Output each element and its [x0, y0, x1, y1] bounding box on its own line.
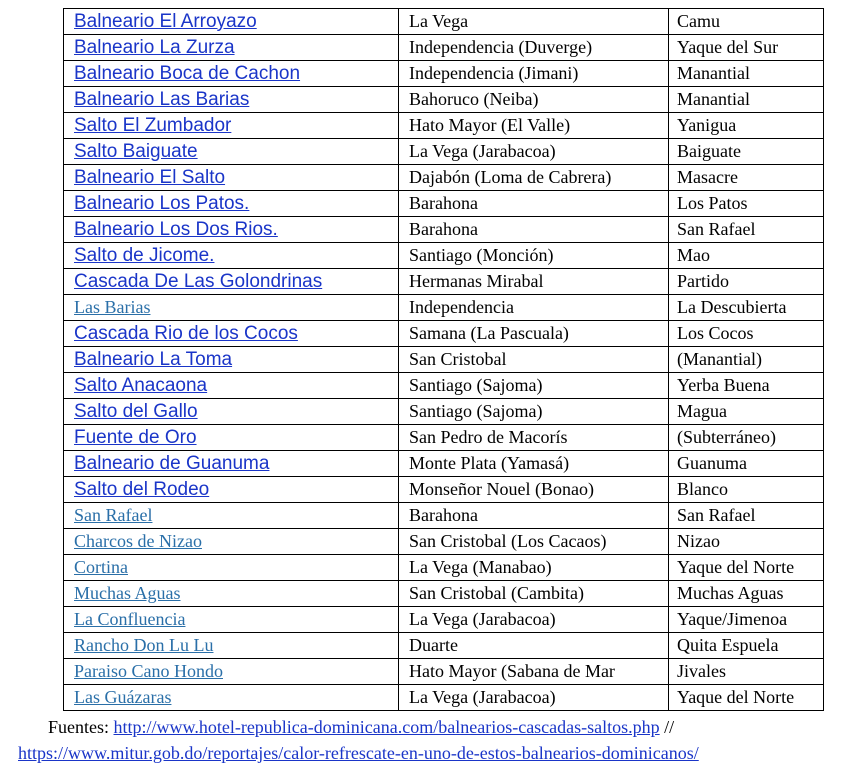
sources-line-2 — [18, 740, 848, 766]
river-cell: Manantial — [669, 61, 824, 87]
balnearios-table — [63, 8, 824, 711]
river-cell: Jivales — [669, 659, 824, 685]
source-link-mitur[interactable]: https://www.mitur.gob.do/reportajes/calor-refrescate-en-uno-de-estos-balnearios-dominicanos/ — [18, 743, 699, 763]
table-row — [64, 503, 824, 529]
table-row — [64, 581, 824, 607]
province-cell: La Vega (Manabao) — [399, 555, 669, 581]
site-name-cell — [64, 451, 399, 477]
table-row — [64, 61, 824, 87]
site-name-link[interactable]: Charcos de Nizao — [74, 531, 202, 551]
province-cell: Independencia (Duverge) — [399, 35, 669, 61]
table-row — [64, 269, 824, 295]
site-name-link[interactable]: Salto Anacaona — [74, 374, 208, 396]
site-name-link[interactable]: Paraiso Cano Hondo — [74, 661, 223, 681]
table-row — [64, 87, 824, 113]
site-name-link[interactable]: Balneario de Guanuma — [74, 452, 270, 474]
river-cell: Manantial — [669, 87, 824, 113]
table-row — [64, 685, 824, 711]
table-row — [64, 451, 824, 477]
site-name-cell — [64, 165, 399, 191]
table-row — [64, 399, 824, 425]
site-name-cell — [64, 321, 399, 347]
province-cell: Duarte — [399, 633, 669, 659]
province-cell: San Cristobal — [399, 347, 669, 373]
site-name-link[interactable]: Balneario Los Patos. — [74, 192, 250, 214]
sources-note — [18, 714, 848, 766]
site-name-link[interactable]: Balneario Boca de Cachon — [74, 62, 301, 84]
site-name-link[interactable]: Fuente de Oro — [74, 426, 197, 448]
site-name-cell — [64, 685, 399, 711]
province-cell: Dajabón (Loma de Cabrera) — [399, 165, 669, 191]
table-row — [64, 555, 824, 581]
river-cell: (Subterráneo) — [669, 425, 824, 451]
river-cell: San Rafael — [669, 217, 824, 243]
site-name-link[interactable]: Balneario Las Barias — [74, 88, 250, 110]
site-name-link[interactable]: Salto de Jicome. — [74, 244, 215, 266]
river-cell: Los Patos — [669, 191, 824, 217]
table-row — [64, 165, 824, 191]
site-name-cell — [64, 373, 399, 399]
site-name-cell — [64, 607, 399, 633]
site-name-link[interactable]: Cascada De Las Golondrinas — [74, 270, 323, 292]
table-row — [64, 9, 824, 35]
site-name-cell — [64, 347, 399, 373]
river-cell: Yanigua — [669, 113, 824, 139]
site-name-link[interactable]: Rancho Don Lu Lu — [74, 635, 214, 655]
river-cell: Nizao — [669, 529, 824, 555]
river-cell: La Descubierta — [669, 295, 824, 321]
table-row — [64, 477, 824, 503]
table-row — [64, 113, 824, 139]
province-cell: La Vega (Jarabacoa) — [399, 139, 669, 165]
site-name-cell — [64, 113, 399, 139]
site-name-link[interactable]: Las Barias — [74, 297, 151, 317]
site-name-cell — [64, 217, 399, 243]
province-cell: Barahona — [399, 217, 669, 243]
province-cell: Hermanas Mirabal — [399, 269, 669, 295]
province-cell: Bahoruco (Neiba) — [399, 87, 669, 113]
table-row — [64, 191, 824, 217]
province-cell: La Vega (Jarabacoa) — [399, 607, 669, 633]
site-name-link[interactable]: Balneario El Salto — [74, 166, 226, 188]
river-cell: Blanco — [669, 477, 824, 503]
sources-line-1 — [18, 714, 848, 740]
river-cell: Mao — [669, 243, 824, 269]
site-name-link[interactable]: Balneario La Zurza — [74, 36, 235, 58]
province-cell: San Pedro de Macorís — [399, 425, 669, 451]
sources-label: Fuentes: — [48, 717, 114, 737]
site-name-cell — [64, 633, 399, 659]
table-row — [64, 321, 824, 347]
site-name-link[interactable]: La Confluencia — [74, 609, 186, 629]
province-cell: Monte Plata (Yamasá) — [399, 451, 669, 477]
river-cell: Yaque/Jimenoa — [669, 607, 824, 633]
site-name-cell — [64, 269, 399, 295]
river-cell: Los Cocos — [669, 321, 824, 347]
river-cell: Camu — [669, 9, 824, 35]
table-row — [64, 373, 824, 399]
site-name-link[interactable]: Salto del Gallo — [74, 400, 198, 422]
site-name-cell — [64, 243, 399, 269]
table-body — [64, 9, 824, 711]
river-cell: Guanuma — [669, 451, 824, 477]
table-row — [64, 139, 824, 165]
river-cell: Quita Espuela — [669, 633, 824, 659]
river-cell: Baiguate — [669, 139, 824, 165]
site-name-cell — [64, 399, 399, 425]
table-row — [64, 217, 824, 243]
site-name-link[interactable]: Cortina — [74, 557, 128, 577]
province-cell: Santiago (Sajoma) — [399, 399, 669, 425]
site-name-cell — [64, 191, 399, 217]
site-name-cell — [64, 87, 399, 113]
province-cell: Samana (La Pascuala) — [399, 321, 669, 347]
river-cell: Muchas Aguas — [669, 581, 824, 607]
province-cell: Santiago (Sajoma) — [399, 373, 669, 399]
source-link-hotel[interactable]: http://www.hotel-republica-dominicana.com/balnearios-cascadas-saltos.php — [113, 717, 660, 737]
site-name-cell — [64, 9, 399, 35]
province-cell: Barahona — [399, 191, 669, 217]
province-cell: San Cristobal (Los Cacaos) — [399, 529, 669, 555]
site-name-cell — [64, 139, 399, 165]
site-name-cell — [64, 35, 399, 61]
table-row — [64, 607, 824, 633]
site-name-cell — [64, 529, 399, 555]
province-cell: Hato Mayor (Sabana de Mar — [399, 659, 669, 685]
site-name-cell — [64, 503, 399, 529]
site-name-link[interactable]: Balneario El Arroyazo — [74, 10, 257, 32]
site-name-cell — [64, 61, 399, 87]
river-cell: Masacre — [669, 165, 824, 191]
river-cell: Yaque del Norte — [669, 685, 824, 711]
river-cell: Yaque del Norte — [669, 555, 824, 581]
site-name-link[interactable]: Salto Baiguate — [74, 140, 198, 162]
province-cell: Monseñor Nouel (Bonao) — [399, 477, 669, 503]
site-name-cell — [64, 581, 399, 607]
table-row — [64, 347, 824, 373]
table-row — [64, 633, 824, 659]
site-name-link[interactable]: Muchas Aguas — [74, 583, 181, 603]
site-name-link[interactable]: San Rafael — [74, 505, 153, 525]
site-name-link[interactable]: Las Guázaras — [74, 687, 172, 707]
table-row — [64, 659, 824, 685]
site-name-cell — [64, 659, 399, 685]
river-cell: San Rafael — [669, 503, 824, 529]
province-cell: La Vega — [399, 9, 669, 35]
province-cell: Independencia (Jimani) — [399, 61, 669, 87]
river-cell: (Manantial) — [669, 347, 824, 373]
site-name-cell — [64, 477, 399, 503]
site-name-cell — [64, 555, 399, 581]
river-cell: Partido — [669, 269, 824, 295]
site-name-cell — [64, 425, 399, 451]
province-cell: Santiago (Monción) — [399, 243, 669, 269]
province-cell: Hato Mayor (El Valle) — [399, 113, 669, 139]
province-cell: Independencia — [399, 295, 669, 321]
table-row — [64, 425, 824, 451]
site-name-cell — [64, 295, 399, 321]
table-row — [64, 243, 824, 269]
river-cell: Yerba Buena — [669, 373, 824, 399]
province-cell: La Vega (Jarabacoa) — [399, 685, 669, 711]
site-name-link[interactable]: Balneario La Toma — [74, 348, 233, 370]
site-name-link[interactable]: Salto El Zumbador — [74, 114, 232, 136]
table-row — [64, 35, 824, 61]
province-cell: Barahona — [399, 503, 669, 529]
site-name-link[interactable]: Salto del Rodeo — [74, 478, 210, 500]
site-name-link[interactable]: Cascada Rio de los Cocos — [74, 322, 298, 344]
table-row — [64, 295, 824, 321]
sources-separator: // — [659, 717, 675, 737]
site-name-link[interactable]: Balneario Los Dos Rios. — [74, 218, 278, 240]
province-cell: San Cristobal (Cambita) — [399, 581, 669, 607]
river-cell: Magua — [669, 399, 824, 425]
table-row — [64, 529, 824, 555]
river-cell: Yaque del Sur — [669, 35, 824, 61]
